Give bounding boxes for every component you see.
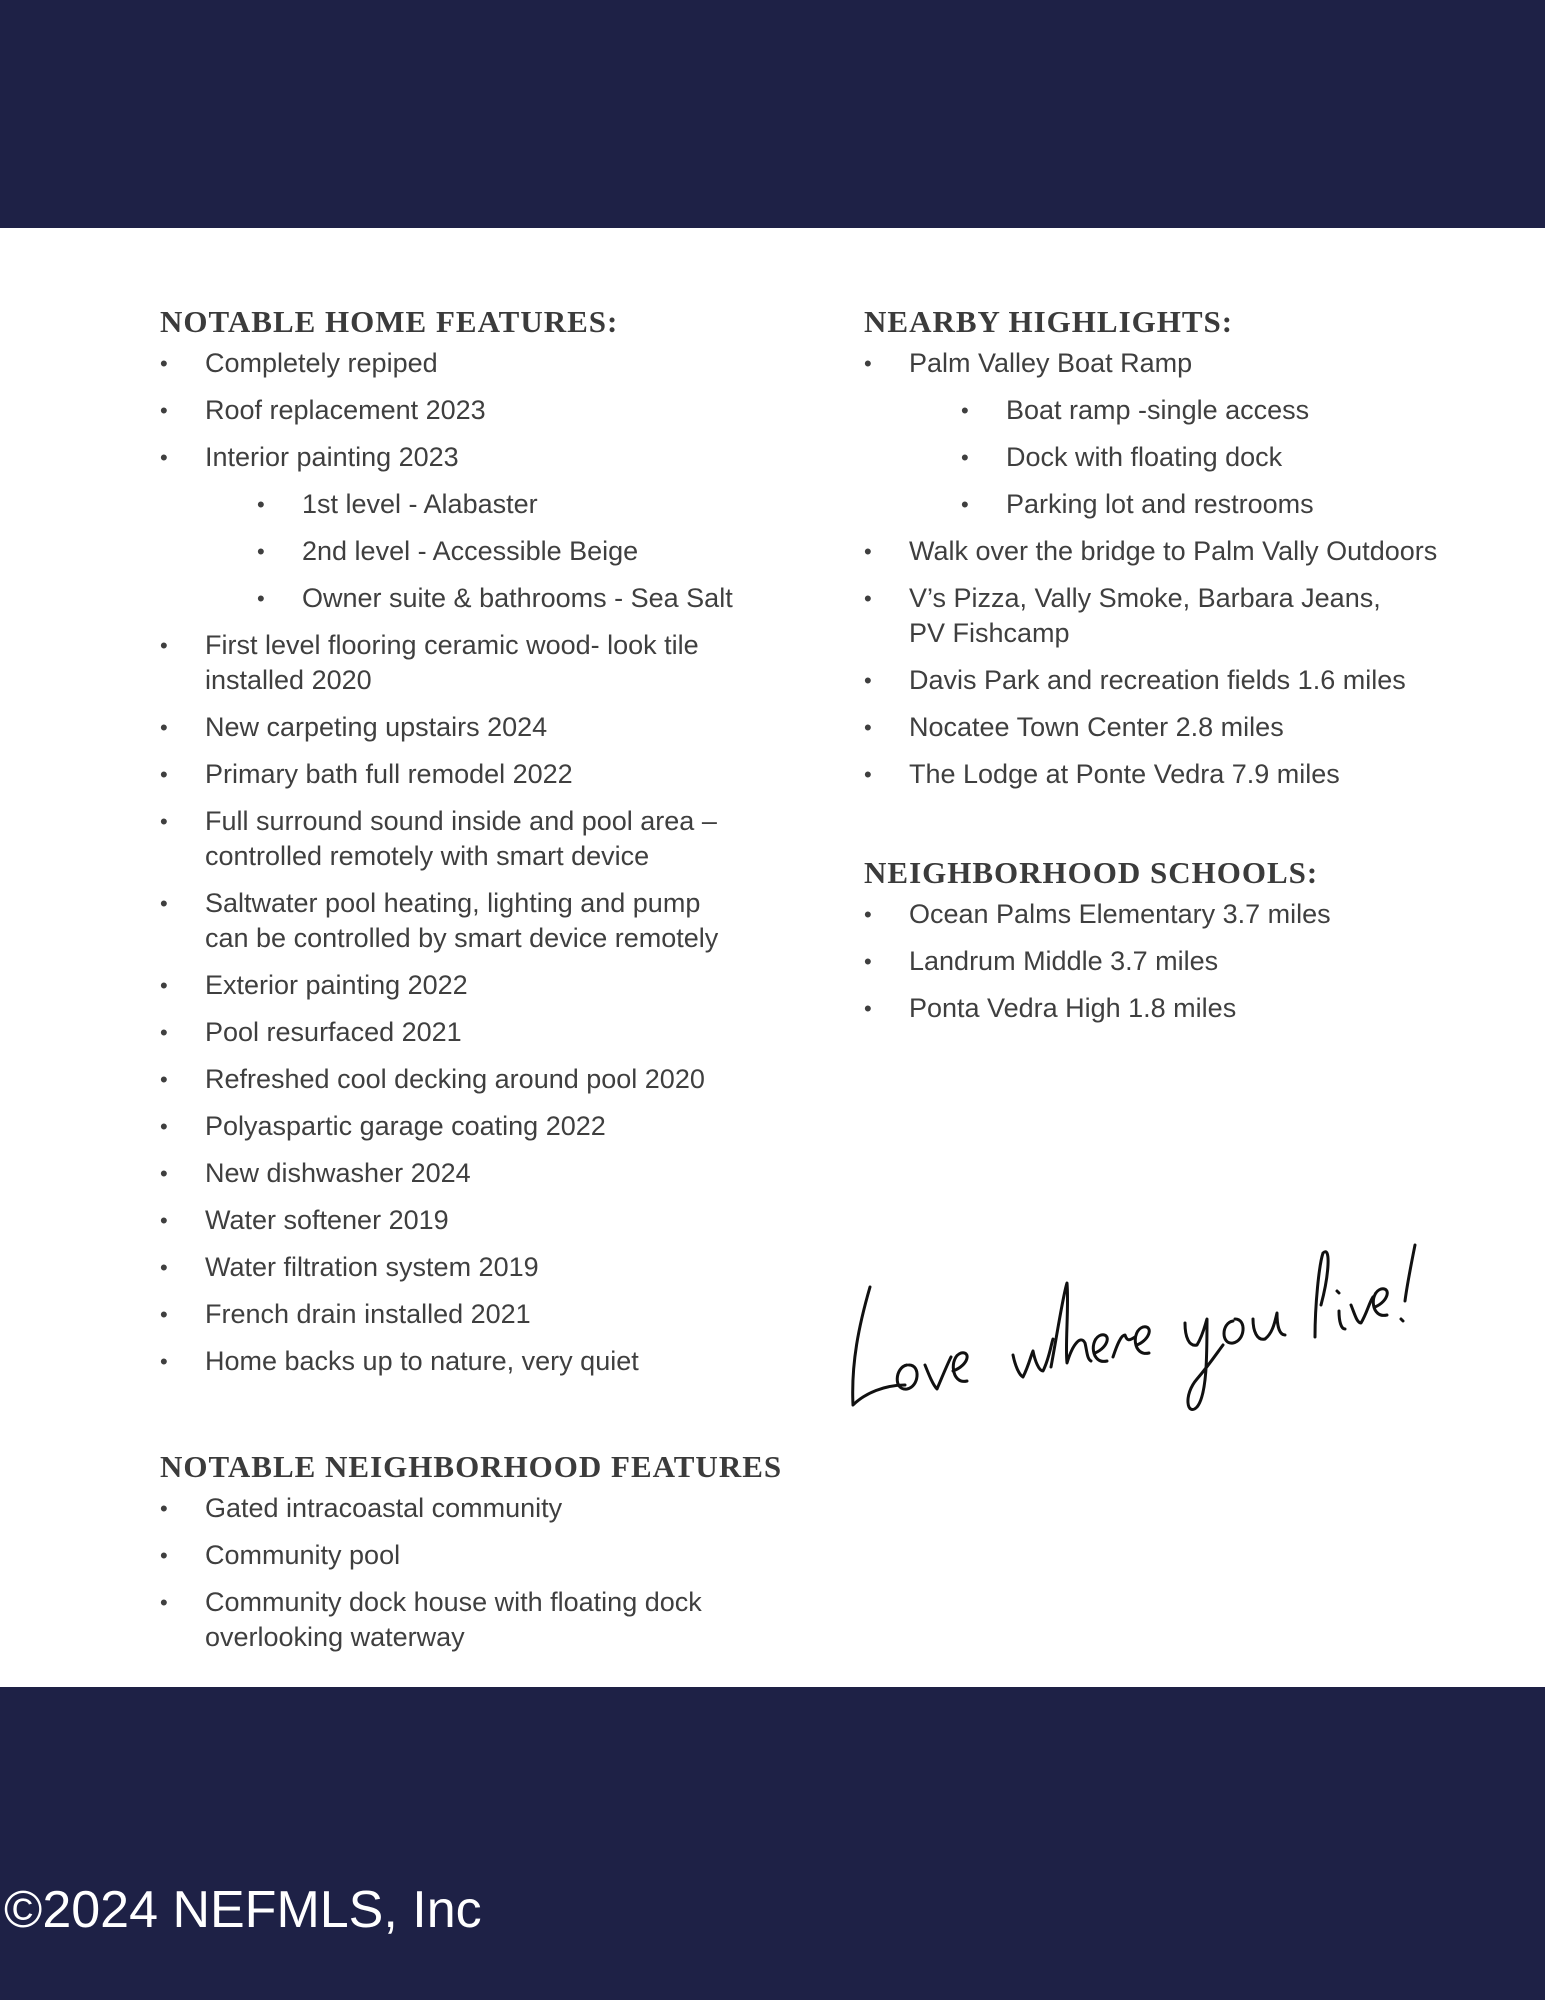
bullet-icon: • (257, 539, 265, 564)
bullet-icon: • (160, 1208, 168, 1233)
nearby-highlights-list (864, 346, 1464, 792)
list-item-text: The Lodge at Ponte Vedra 7.9 miles (909, 759, 1340, 789)
sub-list-item (864, 393, 1464, 428)
bullet-icon: • (160, 398, 168, 423)
neighborhood-features-section (160, 1443, 800, 1667)
list-item (864, 757, 1464, 792)
bullet-icon: • (160, 1302, 168, 1327)
list-item-text: French drain installed 2021 (205, 1299, 531, 1329)
bullet-icon: • (864, 351, 872, 376)
bullet-icon: • (160, 1020, 168, 1045)
bottom-banner (0, 1687, 1545, 2000)
bullet-icon: • (160, 1349, 168, 1374)
list-item-text: Nocatee Town Center 2.8 miles (909, 712, 1284, 742)
list-item-text: Primary bath full remodel 2022 (205, 759, 573, 789)
nearby-highlights-heading: NEARBY HIGHLIGHTS: (864, 304, 1234, 339)
list-item-text: New dishwasher 2024 (205, 1158, 471, 1188)
home-features-heading: NOTABLE HOME FEATURES: (160, 304, 619, 339)
list-item-text: 1st level - Alabaster (302, 489, 538, 519)
bullet-icon: • (160, 1590, 168, 1615)
list-item (864, 581, 1389, 651)
list-item (160, 1344, 800, 1379)
bullet-icon: • (961, 398, 969, 423)
list-item (864, 897, 1464, 932)
list-item-text: Pool resurfaced 2021 (205, 1017, 462, 1047)
home-features-section (160, 298, 800, 1391)
bullet-icon: • (160, 351, 168, 376)
list-item-text: Boat ramp -single access (1006, 395, 1310, 425)
list-item (160, 1156, 800, 1191)
list-item-text: Polyaspartic garage coating 2022 (205, 1111, 606, 1141)
list-item-text: Full surround sound inside and pool area – controlled remotely with smart device (205, 806, 717, 871)
list-item-text: Davis Park and recreation fields 1.6 miles (909, 665, 1406, 695)
bullet-icon: • (160, 809, 168, 834)
bullet-icon: • (864, 668, 872, 693)
sub-list-item (160, 534, 800, 569)
bullet-icon: • (160, 1161, 168, 1186)
list-item-text: Ponta Vedra High 1.8 miles (909, 993, 1237, 1023)
list-item-text: Walk over the bridge to Palm Vally Outdoors (909, 536, 1438, 566)
list-item (160, 1297, 800, 1332)
nearby-highlights-section (864, 298, 1464, 804)
list-item (864, 710, 1464, 745)
list-item-text: Water filtration system 2019 (205, 1252, 539, 1282)
sub-list-item (160, 581, 800, 616)
list-item-text: Dock with floating dock (1006, 442, 1283, 472)
list-item-text: Community pool (205, 1540, 401, 1570)
bullet-icon: • (864, 762, 872, 787)
bullet-icon: • (160, 1114, 168, 1139)
list-item-text: Water softener 2019 (205, 1205, 449, 1235)
bullet-icon: • (864, 996, 872, 1021)
list-item (160, 710, 800, 745)
list-item-text: Parking lot and restrooms (1006, 489, 1314, 519)
list-item-text: First level flooring ceramic wood- look tile installed 2020 (205, 630, 699, 695)
list-item-text: Roof replacement 2023 (205, 395, 486, 425)
bullet-icon: • (160, 973, 168, 998)
list-item-text: Refreshed cool decking around pool 2020 (205, 1064, 705, 1094)
bullet-icon: • (257, 492, 265, 517)
bullet-icon: • (160, 445, 168, 470)
list-item-text: Interior painting 2023 (205, 442, 459, 472)
list-item (160, 1585, 745, 1655)
bullet-icon: • (160, 715, 168, 740)
list-item (864, 991, 1464, 1026)
bullet-icon: • (160, 762, 168, 787)
bullet-icon: • (864, 715, 872, 740)
copyright-text: ©2024 NEFMLS, Inc (4, 1881, 482, 1939)
home-features-list (160, 346, 800, 1379)
list-item-text: Completely repiped (205, 348, 438, 378)
bullet-icon: • (864, 586, 872, 611)
neighborhood-features-heading: NOTABLE NEIGHBORHOOD FEATURES (160, 1449, 783, 1484)
bullet-icon: • (864, 902, 872, 927)
list-item-text: Exterior painting 2022 (205, 970, 468, 1000)
list-item-text: 2nd level - Accessible Beige (302, 536, 639, 566)
bullet-icon: • (257, 586, 265, 611)
list-item-text: Saltwater pool heating, lighting and pump can be controlled by smart device remotely (205, 888, 719, 953)
bullet-icon: • (160, 891, 168, 916)
sub-list-item (160, 487, 800, 522)
list-item-text: Ocean Palms Elementary 3.7 miles (909, 899, 1331, 929)
list-item (160, 1250, 800, 1285)
neighborhood-features-list (160, 1491, 800, 1655)
list-item (160, 628, 745, 698)
list-item (160, 1491, 800, 1526)
bullet-icon: • (864, 539, 872, 564)
bullet-icon: • (961, 445, 969, 470)
list-item (160, 393, 800, 428)
list-item (864, 663, 1464, 698)
bullet-icon: • (160, 1543, 168, 1568)
schools-list (864, 897, 1464, 1026)
list-item (160, 1203, 800, 1238)
list-item-text: Owner suite & bathrooms - Sea Salt (302, 583, 733, 613)
list-item-text: Palm Valley Boat Ramp (909, 348, 1193, 378)
list-item-text: Home backs up to nature, very quiet (205, 1346, 639, 1376)
list-item (864, 346, 1464, 381)
list-item (160, 804, 745, 874)
schools-section (864, 849, 1464, 1038)
list-item (160, 346, 800, 381)
list-item (160, 1538, 800, 1573)
sub-list-item (864, 487, 1464, 522)
list-item-text: Gated intracoastal community (205, 1493, 563, 1523)
top-banner (0, 0, 1545, 228)
list-item (160, 1015, 800, 1050)
bullet-icon: • (160, 1067, 168, 1092)
bullet-icon: • (864, 949, 872, 974)
bullet-icon: • (961, 492, 969, 517)
love-where-you-live-script (845, 1195, 1445, 1425)
bullet-icon: • (160, 1496, 168, 1521)
list-item-text: Landrum Middle 3.7 miles (909, 946, 1219, 976)
list-item (864, 534, 1464, 569)
list-item-text: V’s Pizza, Vally Smoke, Barbara Jeans, PV Fishcamp (909, 583, 1381, 648)
script-drawing (845, 1195, 1445, 1425)
bullet-icon: • (160, 633, 168, 658)
list-item (864, 944, 1464, 979)
list-item-text: New carpeting upstairs 2024 (205, 712, 548, 742)
list-item (160, 1062, 800, 1097)
list-item (160, 1109, 800, 1144)
schools-heading: NEIGHBORHOOD SCHOOLS: (864, 855, 1319, 890)
sub-list-item (864, 440, 1464, 475)
list-item-text: Community dock house with floating dock overlooking waterway (205, 1587, 702, 1652)
list-item (160, 886, 745, 956)
bullet-icon: • (160, 1255, 168, 1280)
list-item (160, 757, 800, 792)
list-item (160, 968, 800, 1003)
list-item (160, 440, 800, 475)
